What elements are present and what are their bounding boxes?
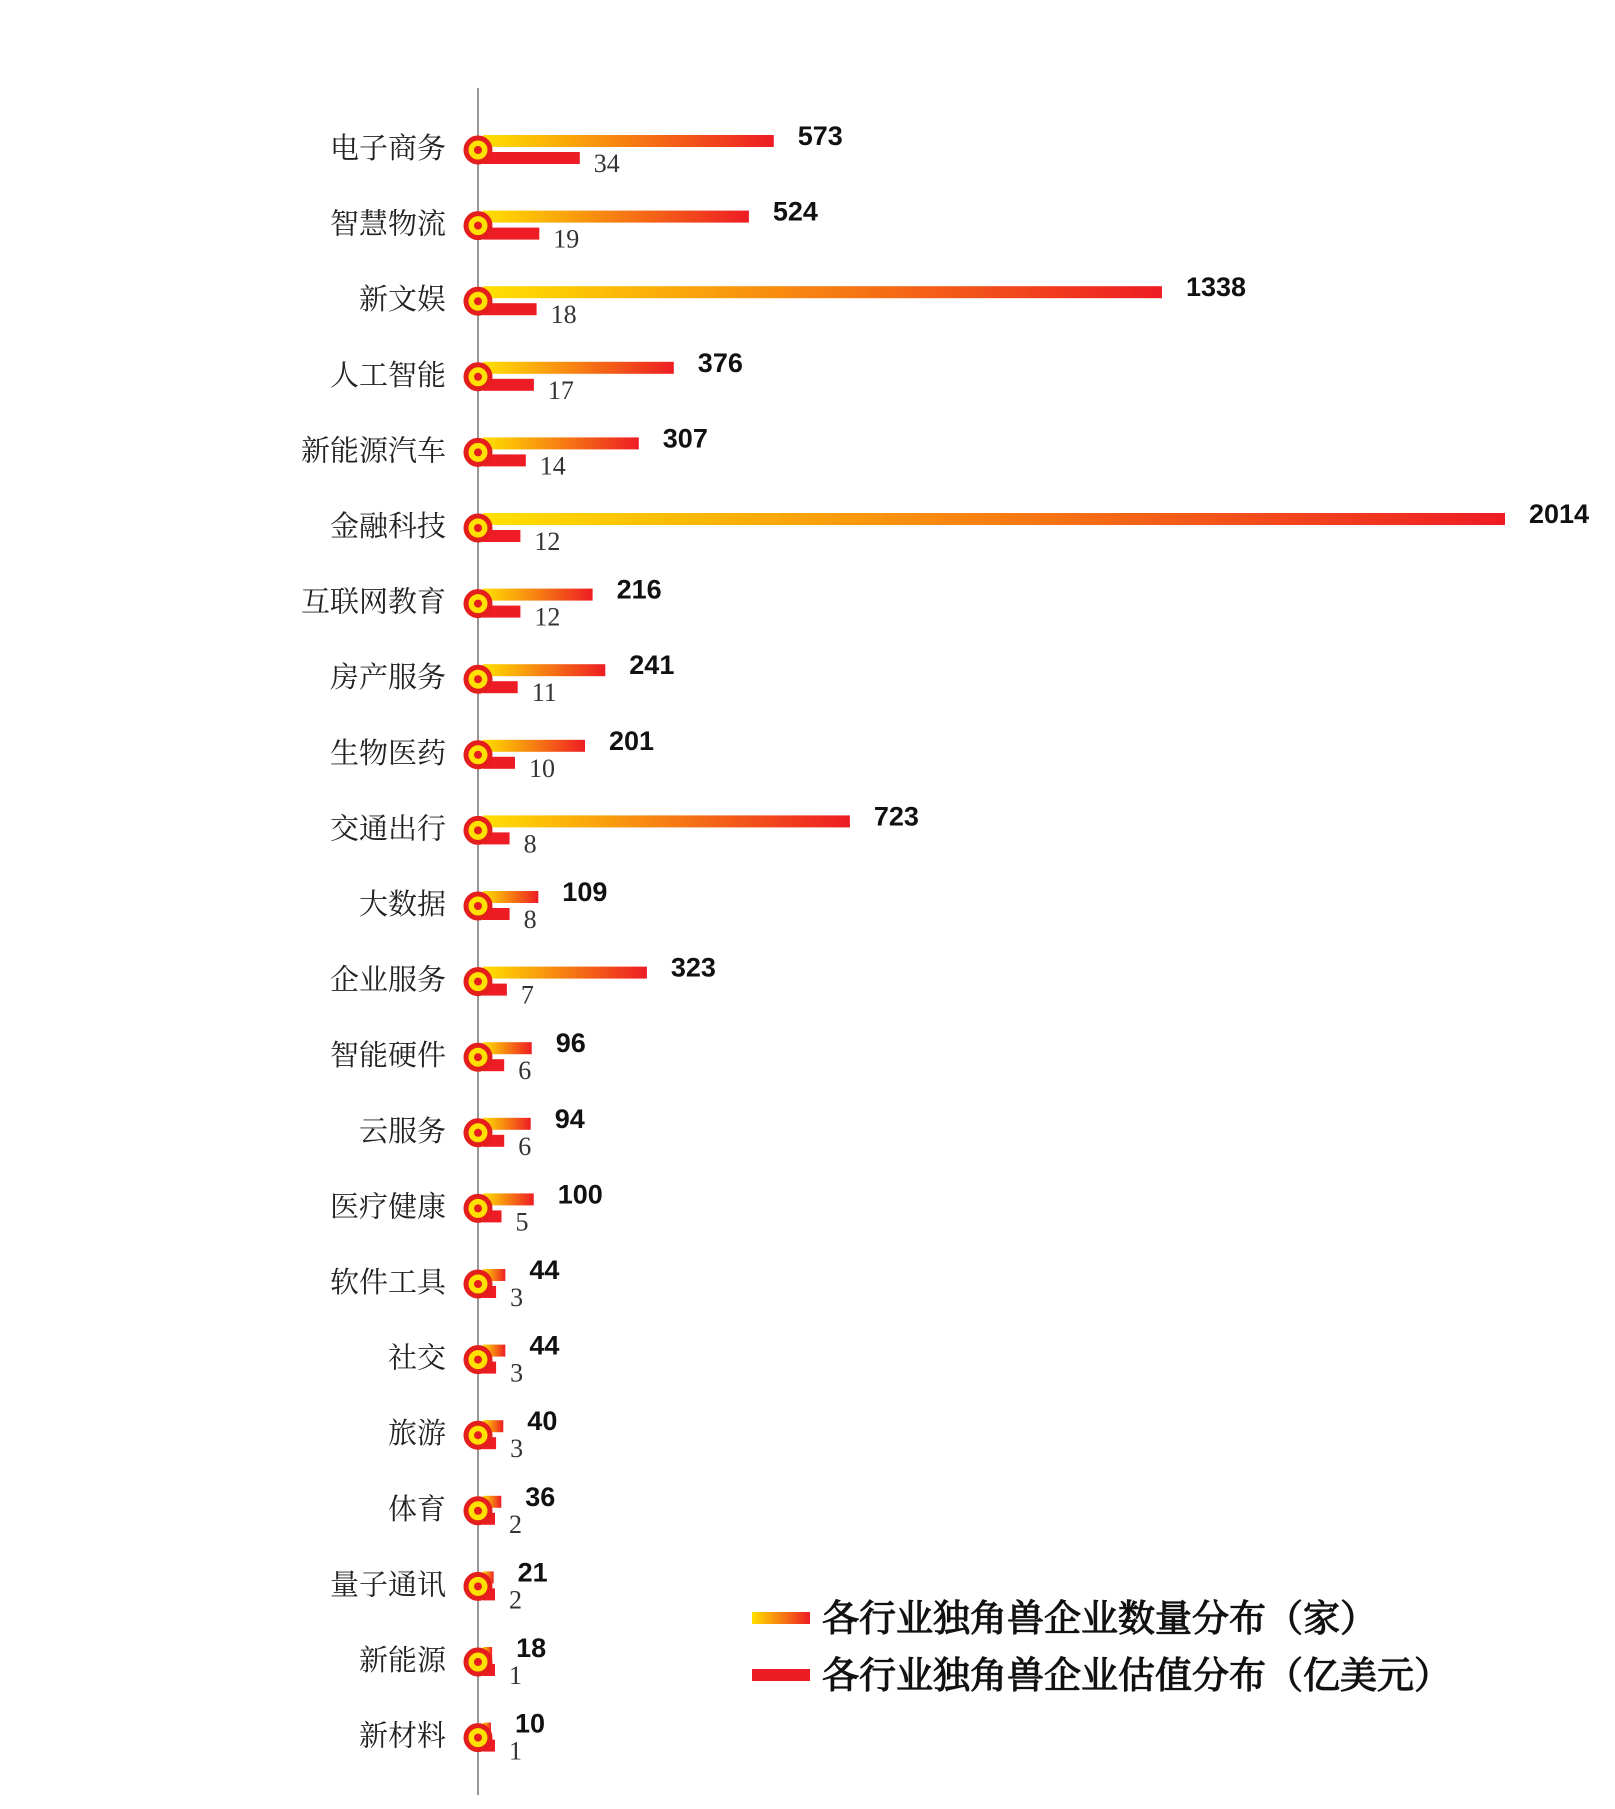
category-label: 交通出行 [329,811,446,846]
category-label: 新材料 [358,1718,446,1753]
row-marker-dot [474,1356,482,1364]
count-bar [483,740,585,752]
valuation-data-label: 5 [515,1207,529,1237]
count-data-label: 1338 [1185,272,1247,303]
row-marker-dot [474,373,482,381]
legend-swatch-valuation [752,1669,810,1681]
count-data-label: 96 [555,1028,586,1059]
count-data-label: 201 [608,725,655,756]
category-label: 金融科技 [329,509,446,543]
valuation-bar [483,152,580,164]
count-data-label: 307 [662,423,708,454]
row-marker-dot [474,1053,482,1061]
row-marker-dot [474,751,482,759]
count-bar [483,589,593,601]
valuation-data-label: 3 [510,1283,524,1312]
row-marker-dot [474,146,482,154]
category-label: 新能源 [358,1643,446,1677]
category-label: 新文娱 [358,282,446,317]
category-label: 企业服务 [329,962,446,997]
count-data-label: 36 [525,1481,556,1512]
row-marker-dot [474,1431,482,1439]
valuation-data-label: 3 [510,1434,524,1464]
count-data-label: 323 [670,952,716,983]
legend-label-count: 各行业独角兽企业数量分布（家） [822,1596,1377,1640]
count-data-label: 109 [562,877,608,907]
count-bar [483,362,674,374]
category-label: 旅游 [387,1416,446,1451]
count-bar [483,286,1162,298]
row-marker-dot [474,978,482,986]
count-bar [483,135,774,147]
category-label: 社交 [387,1340,446,1375]
row-marker-dot [474,1658,482,1666]
row-marker-dot [474,1129,482,1137]
count-data-label: 44 [529,1330,560,1361]
category-label: 体育 [387,1491,446,1526]
valuation-data-label: 2 [509,1585,522,1615]
count-data-label: 241 [629,650,675,681]
row-marker-dot [474,1734,482,1742]
valuation-data-label: 6 [518,1056,532,1086]
count-data-label: 100 [557,1179,603,1210]
legend-label-valuation: 各行业独角兽企业估值分布（亿美元） [822,1653,1451,1697]
valuation-data-label: 2 [509,1509,522,1539]
category-label: 智慧物流 [329,206,446,241]
valuation-data-label: 7 [520,980,534,1010]
valuation-data-label: 6 [518,1131,532,1161]
row-marker-dot [474,675,482,683]
count-bar [483,437,639,449]
valuation-data-label: 18 [550,300,577,330]
valuation-data-label: 19 [553,224,580,254]
count-data-label: 216 [616,574,662,605]
count-data-label: 573 [797,121,843,151]
category-label: 软件工具 [329,1265,446,1299]
count-bar [483,513,1505,525]
category-label: 电子商务 [329,131,446,165]
row-marker-dot [474,826,482,834]
category-label: 人工智能 [329,357,446,392]
category-label: 医疗健康 [329,1189,446,1224]
valuation-data-label: 1 [509,1661,522,1690]
count-bar [483,211,749,223]
count-data-label: 2014 [1529,499,1590,529]
valuation-data-label: 3 [510,1358,524,1388]
count-data-label: 21 [517,1557,548,1588]
row-marker-dot [474,222,482,230]
valuation-data-label: 1 [509,1736,522,1766]
row-marker-dot [474,1582,482,1590]
valuation-data-label: 8 [523,905,537,934]
category-label: 房产服务 [329,660,446,695]
count-data-label: 524 [772,196,818,227]
valuation-data-label: 12 [534,527,561,556]
count-data-label: 94 [554,1103,585,1134]
row-marker-dot [474,297,482,305]
row-marker-dot [474,600,482,608]
row-marker-dot [474,1507,482,1515]
category-label: 云服务 [358,1113,446,1148]
legend [752,1596,1451,1697]
valuation-data-label: 17 [547,375,574,405]
legend-swatch-count [752,1612,810,1624]
category-label: 量子通讯 [329,1567,446,1602]
count-data-label: 18 [516,1633,547,1663]
category-label: 大数据 [358,887,446,921]
count-bar [483,815,850,827]
category-label: 智能硬件 [329,1038,446,1073]
valuation-data-label: 11 [531,678,557,708]
count-data-label: 10 [515,1708,546,1739]
count-bar [483,664,605,676]
valuation-data-label: 8 [523,829,537,859]
category-label: 生物医药 [329,735,446,770]
valuation-data-label: 10 [529,753,555,783]
count-bar [483,967,647,979]
category-label: 互联网教育 [300,584,446,619]
category-label: 新能源汽车 [300,433,446,468]
row-marker-dot [474,1204,482,1212]
row-marker-dot [474,902,482,910]
count-data-label: 376 [697,347,743,378]
count-data-label: 40 [527,1406,558,1437]
valuation-data-label: 14 [539,451,566,481]
row-marker-dot [474,1280,482,1288]
valuation-data-label: 12 [534,602,561,632]
row-marker-dot [474,524,482,532]
row-marker-dot [474,448,482,456]
count-data-label: 44 [529,1255,560,1285]
count-data-label: 723 [873,801,919,832]
valuation-data-label: 34 [593,149,620,178]
